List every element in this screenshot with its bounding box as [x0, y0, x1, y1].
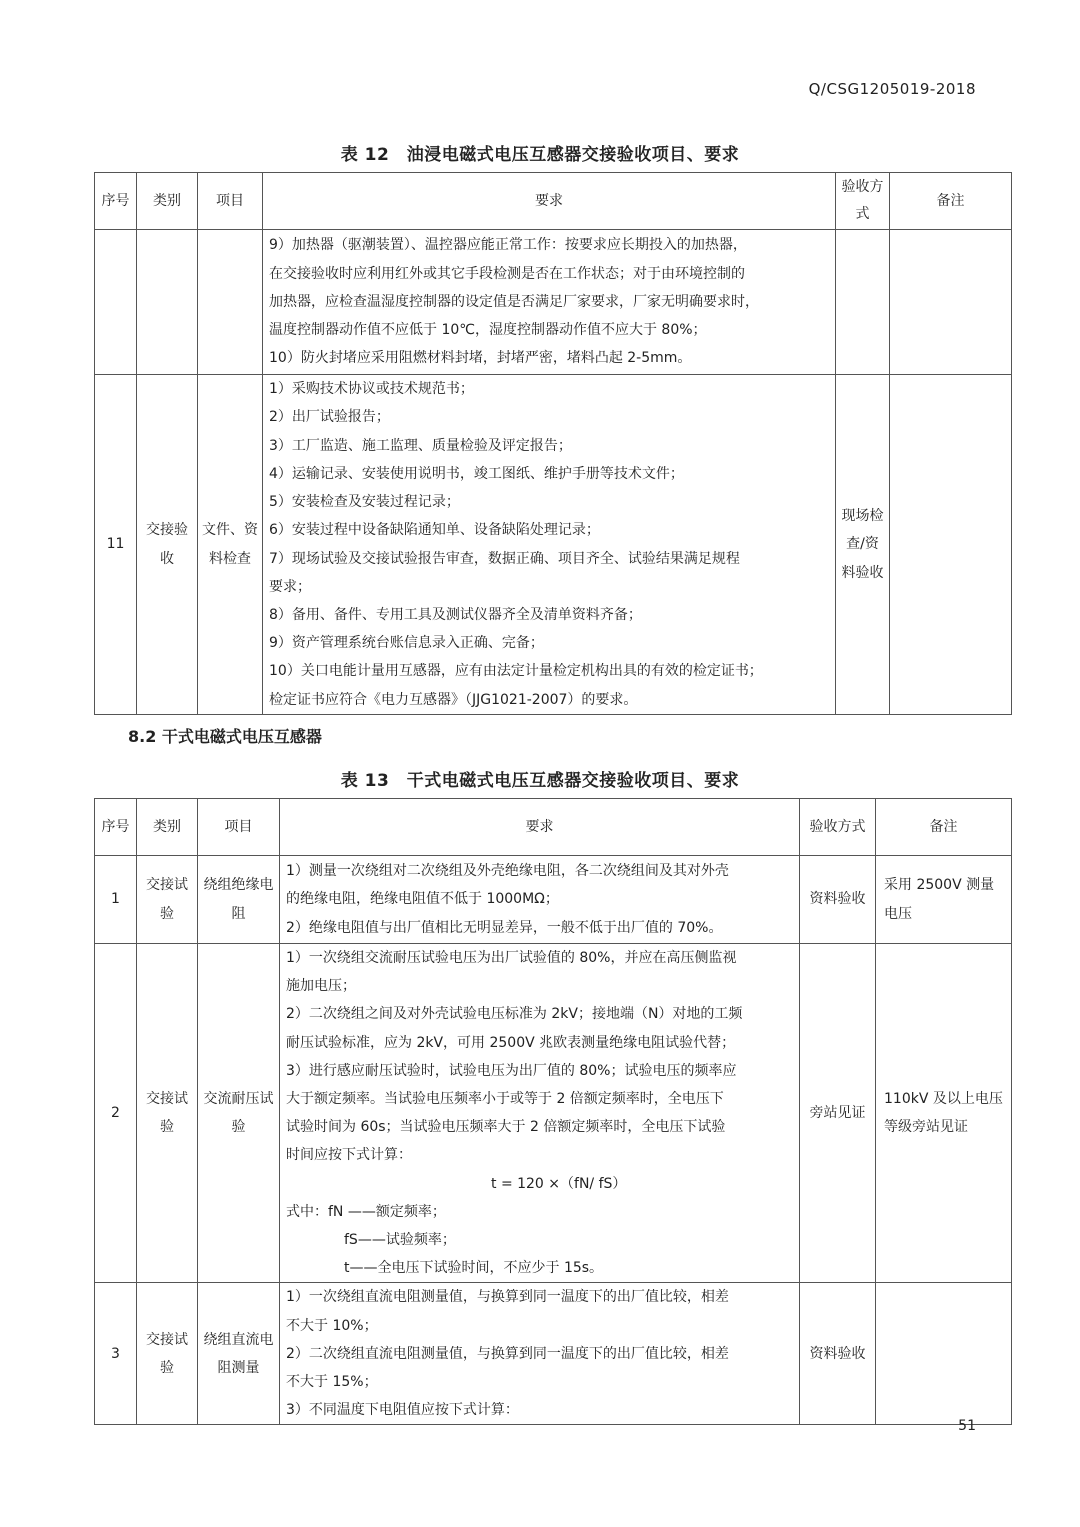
header-method: 验收方式	[800, 799, 876, 856]
requirement-line: 1）一次绕组直流电阻测量值，与换算到同一温度下的出厂值比较，相差	[286, 1289, 729, 1306]
requirement-line: 4）运输记录、安装使用说明书，竣工图纸、维护手册等技术文件；	[269, 465, 684, 482]
requirement-line: 耐压试验标准，应为 2kV，可用 2500V 兆欧表测量绝缘电阻试验代替；	[286, 1034, 736, 1051]
requirement-line: 施加电压；	[286, 978, 356, 995]
cell-seq: 11	[95, 375, 137, 715]
document-code: Q/CSG1205019-2018	[808, 80, 976, 98]
cell-remark: 110kV 及以上电压等级旁站见证	[876, 944, 1012, 1283]
cell-category: 交接试验	[137, 1283, 198, 1425]
cell-remark	[876, 1283, 1012, 1425]
cell-item: 绕组直流电阻测量	[198, 1283, 280, 1425]
requirement-line: 9）加热器（驱潮装置）、温控器应能正常工作：按要求应长期投入的加热器，	[269, 237, 747, 254]
cell-requirement	[263, 230, 836, 375]
header-seq: 序号	[95, 173, 137, 230]
cell-seq: 2	[95, 944, 137, 1283]
header-category: 类别	[137, 799, 198, 856]
cell-item: 绕组绝缘电阻	[198, 856, 280, 944]
requirement-line: 时间应按下式计算：	[286, 1147, 412, 1164]
cell-item: 文件、资料检查	[198, 375, 263, 715]
requirement-line: 9）资产管理系统台账信息录入正确、完备；	[269, 635, 544, 652]
requirement-line: 8）备用、备件、专用工具及测试仪器齐全及清单资料齐备；	[269, 606, 642, 623]
cell-requirement	[280, 856, 800, 944]
requirement-line: 3）进行感应耐压试验时，试验电压为出厂值的 80%；试验电压的频率应	[286, 1062, 737, 1079]
header-method: 验收方式	[836, 173, 890, 230]
cell-method: 旁站见证	[800, 944, 876, 1283]
page-number: 51	[958, 1418, 976, 1434]
requirement-line: 2）绝缘电阻值与出厂值相比无明显差异，一般不低于出厂值的 70%。	[286, 919, 723, 936]
cell-category: 交接验收	[137, 375, 198, 715]
requirement-line: 10）防火封堵应采用阻燃材料封堵，封堵严密，堵料凸起 2-5mm。	[269, 350, 692, 367]
requirement-line: 2）出厂试验报告；	[269, 409, 390, 426]
requirement-line: 2）二次绕组直流电阻测量值，与换算到同一温度下的出厂值比较，相差	[286, 1345, 729, 1362]
header-requirement: 要求	[263, 173, 836, 230]
table-13-title: 表 13 干式电磁式电压互感器交接验收项目、要求	[340, 771, 740, 791]
requirement-line: 的绝缘电阻，绝缘电阻值不低于 1000MΩ；	[286, 891, 559, 908]
header-remark: 备注	[876, 799, 1012, 856]
cell-requirement	[280, 1283, 800, 1425]
table-12	[94, 172, 1012, 715]
requirement-line: 在交接验收时应利用红外或其它手段检测是否在工作状态；对于由环境控制的	[269, 265, 745, 282]
cell-category	[137, 230, 198, 375]
cell-method	[836, 230, 890, 375]
cell-item: 交流耐压试验	[198, 944, 280, 1283]
cell-method: 资料验收	[800, 856, 876, 944]
header-category: 类别	[137, 173, 198, 230]
cell-method: 资料验收	[800, 1283, 876, 1425]
formula-legend-line: t——全电压下试验时间，不应少于 15s。	[344, 1260, 604, 1277]
requirement-line: 3）工厂监造、施工监理、质量检验及评定报告；	[269, 437, 572, 454]
requirement-line: 5）安装检查及安装过程记录；	[269, 494, 460, 511]
table-13	[94, 798, 1012, 1425]
formula-legend-line: 式中：fN ——额定频率；	[286, 1203, 446, 1220]
requirement-line: 10）关口电能计量用互感器，应有由法定计量检定机构出具的有效的检定证书；	[269, 663, 763, 680]
header-seq: 序号	[95, 799, 137, 856]
requirement-line: 加热器，应检查温湿度控制器的设定值是否满足厂家要求，厂家无明确要求时，	[269, 293, 759, 310]
requirement-line: 检定证书应符合《电力互感器》（JJG1021-2007）的要求。	[269, 691, 638, 708]
cell-requirement	[280, 944, 800, 1283]
table-row	[95, 1283, 1012, 1425]
requirement-line: 1）采购技术协议或技术规范书；	[269, 381, 474, 398]
cell-category: 交接试验	[137, 856, 198, 944]
cell-remark	[890, 375, 1012, 715]
header-item: 项目	[198, 173, 263, 230]
cell-method: 现场检查/资料验收	[836, 375, 890, 715]
requirement-line: 试验时间为 60s；当试验电压频率大于 2 倍额定频率时，全电压下试验	[286, 1119, 726, 1136]
header-requirement: 要求	[280, 799, 800, 856]
requirement-line: 1）测量一次绕组对二次绕组及外壳绝缘电阻，各二次绕组间及其对外壳	[286, 863, 729, 880]
formula: t = 120 ×（fN/ fS）	[491, 1175, 627, 1192]
requirement-line: 不大于 10%；	[286, 1317, 378, 1334]
header-remark: 备注	[890, 173, 1012, 230]
cell-remark	[890, 230, 1012, 375]
requirement-line: 不大于 15%；	[286, 1374, 378, 1391]
cell-category: 交接试验	[137, 944, 198, 1283]
table-12-title: 表 12 油浸电磁式电压互感器交接验收项目、要求	[340, 145, 740, 165]
requirement-line: 1）一次绕组交流耐压试验电压为出厂试验值的 80%，并应在高压侧监视	[286, 950, 737, 966]
header-item: 项目	[198, 799, 280, 856]
cell-remark: 采用 2500V 测量电压	[876, 856, 1012, 944]
requirement-line: 要求；	[269, 578, 311, 595]
cell-seq	[95, 230, 137, 375]
cell-seq: 1	[95, 856, 137, 944]
table-row	[95, 375, 1012, 715]
requirement-line: 3）不同温度下电阻值应按下式计算：	[286, 1402, 519, 1419]
requirement-line: 大于额定频率。当试验电压频率小于或等于 2 倍额定频率时，全电压下	[286, 1091, 724, 1108]
cell-requirement	[263, 375, 836, 715]
requirement-line: 温度控制器动作值不应低于 10℃，湿度控制器动作值不应大于 80%；	[269, 322, 707, 339]
cell-item	[198, 230, 263, 375]
table-row	[95, 856, 1012, 944]
requirement-line: 6）安装过程中设备缺陷通知单、设备缺陷处理记录；	[269, 522, 600, 539]
section-heading: 8.2 干式电磁式电压互感器	[128, 727, 322, 746]
table-row	[95, 944, 1012, 1283]
requirement-line: 2）二次绕组之间及对外壳试验电压标准为 2kV；接地端（N）对地的工频	[286, 1006, 743, 1023]
requirement-line: 7）现场试验及交接试验报告审查，数据正确、项目齐全、试验结果满足规程	[269, 550, 740, 567]
formula-legend-line: fS——试验频率；	[344, 1232, 456, 1249]
cell-seq: 3	[95, 1283, 137, 1425]
table-row	[95, 230, 1012, 375]
